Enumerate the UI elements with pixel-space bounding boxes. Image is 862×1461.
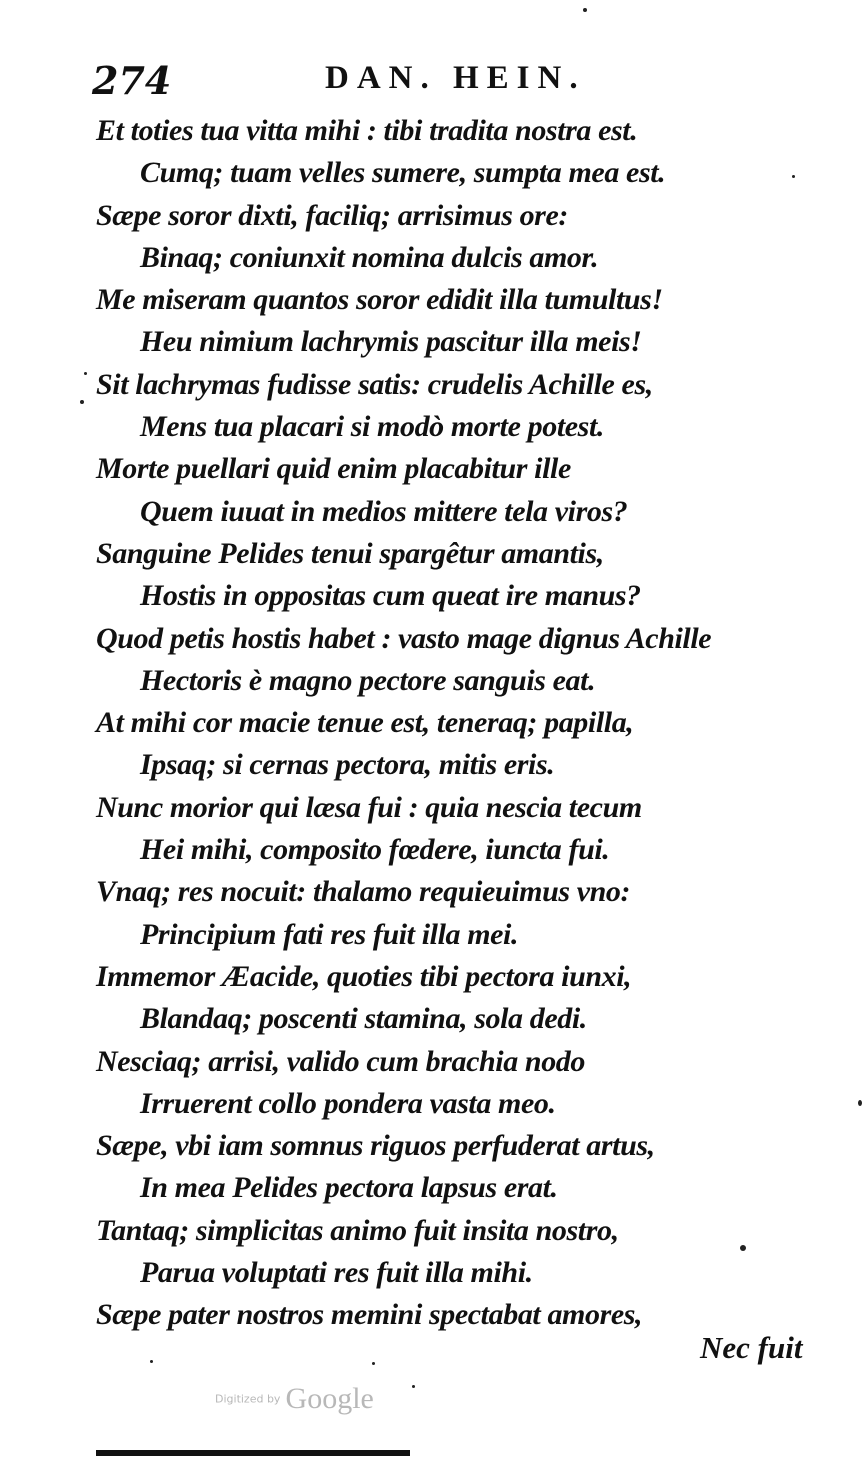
verse-line: Binaq; coniunxit nomina dulcis amor. (140, 240, 599, 274)
google-logo: Google (285, 1382, 374, 1415)
verse-line: Nesciaq; arrisi, valido cum brachia nodo (96, 1044, 586, 1078)
scan-speck (583, 8, 587, 12)
verse-line: Quem iuuat in medios mittere tela viros? (140, 494, 628, 528)
verse-line: At mihi cor macie tenue est, teneraq; papilla, (96, 706, 634, 740)
page-header (92, 50, 812, 103)
verse-line: Principium fati res fuit illa mei. (140, 917, 519, 951)
verse-line: Hectoris è magno pectore sanguis eat. (140, 663, 596, 697)
verse-line: Sæpe, vbi iam somnus riguos perfuderat artus, (96, 1129, 655, 1163)
verse-line: Nunc morior qui læsa fui : quia nescia tecum (96, 790, 642, 824)
scan-speck (80, 400, 84, 404)
verse-line: Tantaq; simplicitas animo fuit insita nostro, (96, 1213, 619, 1247)
verse-line: Hostis in oppositas cum queat ire manus? (140, 579, 641, 613)
scan-speck (84, 372, 87, 375)
verse-line: Heu nimium lachrymis pascitur illa meis! (140, 325, 642, 359)
verse-line: Hei mihi, composito fœdere, iuncta fui. (140, 833, 610, 867)
verse-line: Vnaq; res nocuit: thalamo requieuimus vno: (96, 875, 631, 909)
verse-line: Sit lachrymas fudisse satis: crudelis Achille es, (96, 367, 653, 401)
page-edge-rule (96, 1450, 410, 1456)
scan-speck (372, 1362, 375, 1365)
verse-line: Irruerent collo pondera vasta meo. (140, 1086, 556, 1120)
verse-line: Immemor Æacide, quoties tibi pectora iunxi, (96, 959, 632, 993)
scan-speck (150, 1360, 153, 1363)
scan-speck (412, 1385, 415, 1388)
verse-line: Blandaq; poscenti stamina, sola dedi. (140, 1002, 587, 1036)
scan-speck (792, 175, 795, 178)
digitized-watermark (215, 1382, 374, 1416)
verse-line: Sanguine Pelides tenui spargêtur amantis, (96, 536, 604, 570)
catchword: Nec fuit (700, 1330, 803, 1365)
scan-speck (740, 1245, 746, 1251)
running-head: DAN. HEIN. (325, 60, 586, 96)
verse-line: Parua voluptati res fuit illa mihi. (140, 1256, 533, 1290)
watermark-prefix: Digitized by (215, 1392, 281, 1406)
verse-line: In mea Pelides pectora lapsus erat. (140, 1171, 558, 1205)
poem-text (96, 110, 816, 1337)
scan-speck (858, 1100, 862, 1106)
verse-line: Me miseram quantos soror edidit illa tumultus! (96, 283, 663, 317)
verse-line: Mens tua placari si modò morte potest. (140, 410, 604, 444)
verse-line: Ipsaq; si cernas pectora, mitis eris. (140, 748, 555, 782)
verse-line: Sæpe soror dixti, faciliq; arrisimus ore: (96, 198, 568, 232)
verse-line: Morte puellari quid enim placabitur ille (96, 452, 571, 486)
page-number: 274 (92, 58, 172, 103)
verse-line: Sæpe pater nostros memini spectabat amores, (96, 1298, 643, 1332)
verse-line: Quod petis hostis habet : vasto mage dignus Achille (96, 621, 712, 655)
verse-line: Et toties tua vitta mihi : tibi tradita nostra est. (96, 114, 638, 147)
verse-line: Cumq; tuam velles sumere, sumpta mea est. (140, 156, 666, 190)
